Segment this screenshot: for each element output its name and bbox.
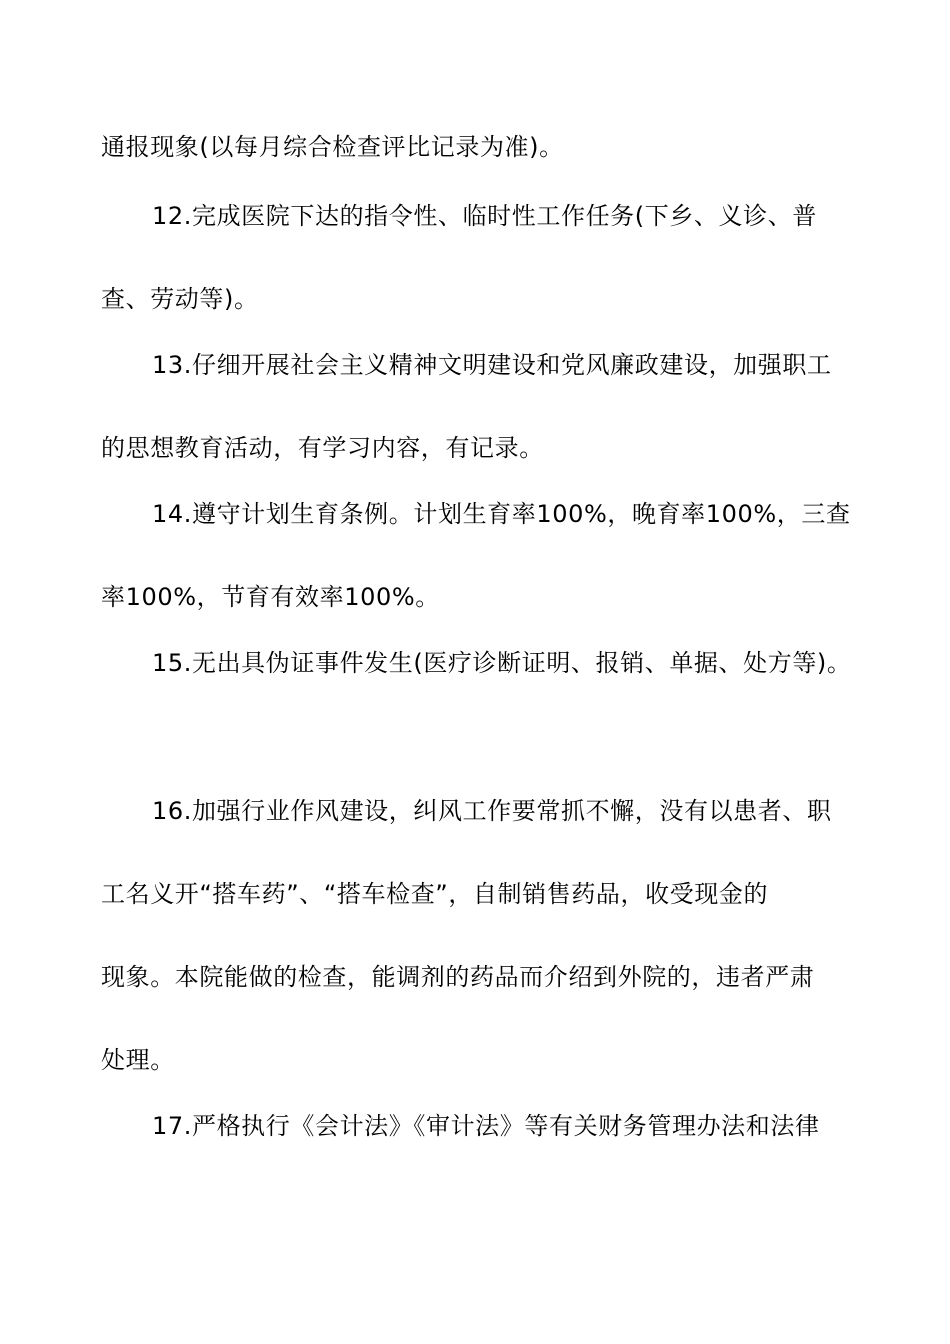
text-line: 处理。 (101, 1046, 175, 1074)
text-line: 通报现象(以每月综合检查评比记录为准)。 (101, 133, 564, 161)
text-line: 率100%，节育有效率100%。 (101, 583, 440, 611)
text-line: 14.遵守计划生育条例。计划生育率100%，晚育率100%，三查 (152, 500, 851, 528)
text-line: 查、劳动等)。 (101, 285, 259, 313)
text-line: 16.加强行业作风建设，纠风工作要常抓不懈，没有以患者、职 (152, 797, 832, 825)
text-line: 12.完成医院下达的指令性、临时性工作任务(下乡、义诊、普 (152, 202, 817, 230)
text-line: 17.严格执行《会计法》《审计法》等有关财务管理办法和法律 (152, 1112, 820, 1140)
text-line: 现象。本院能做的检查，能调剂的药品而介绍到外院的，违者严肃 (101, 963, 815, 991)
text-line: 13.仔细开展社会主义精神文明建设和党风廉政建设，加强职工 (152, 351, 832, 379)
text-line: 工名义开“搭车药”、“搭车检查”，自制销售药品，收受现金的 (101, 880, 769, 908)
text-line: 15.无出具伪证事件发生(医疗诊断证明、报销、单据、处方等)。 (152, 649, 852, 677)
text-line: 的思想教育活动，有学习内容，有记录。 (101, 434, 544, 462)
